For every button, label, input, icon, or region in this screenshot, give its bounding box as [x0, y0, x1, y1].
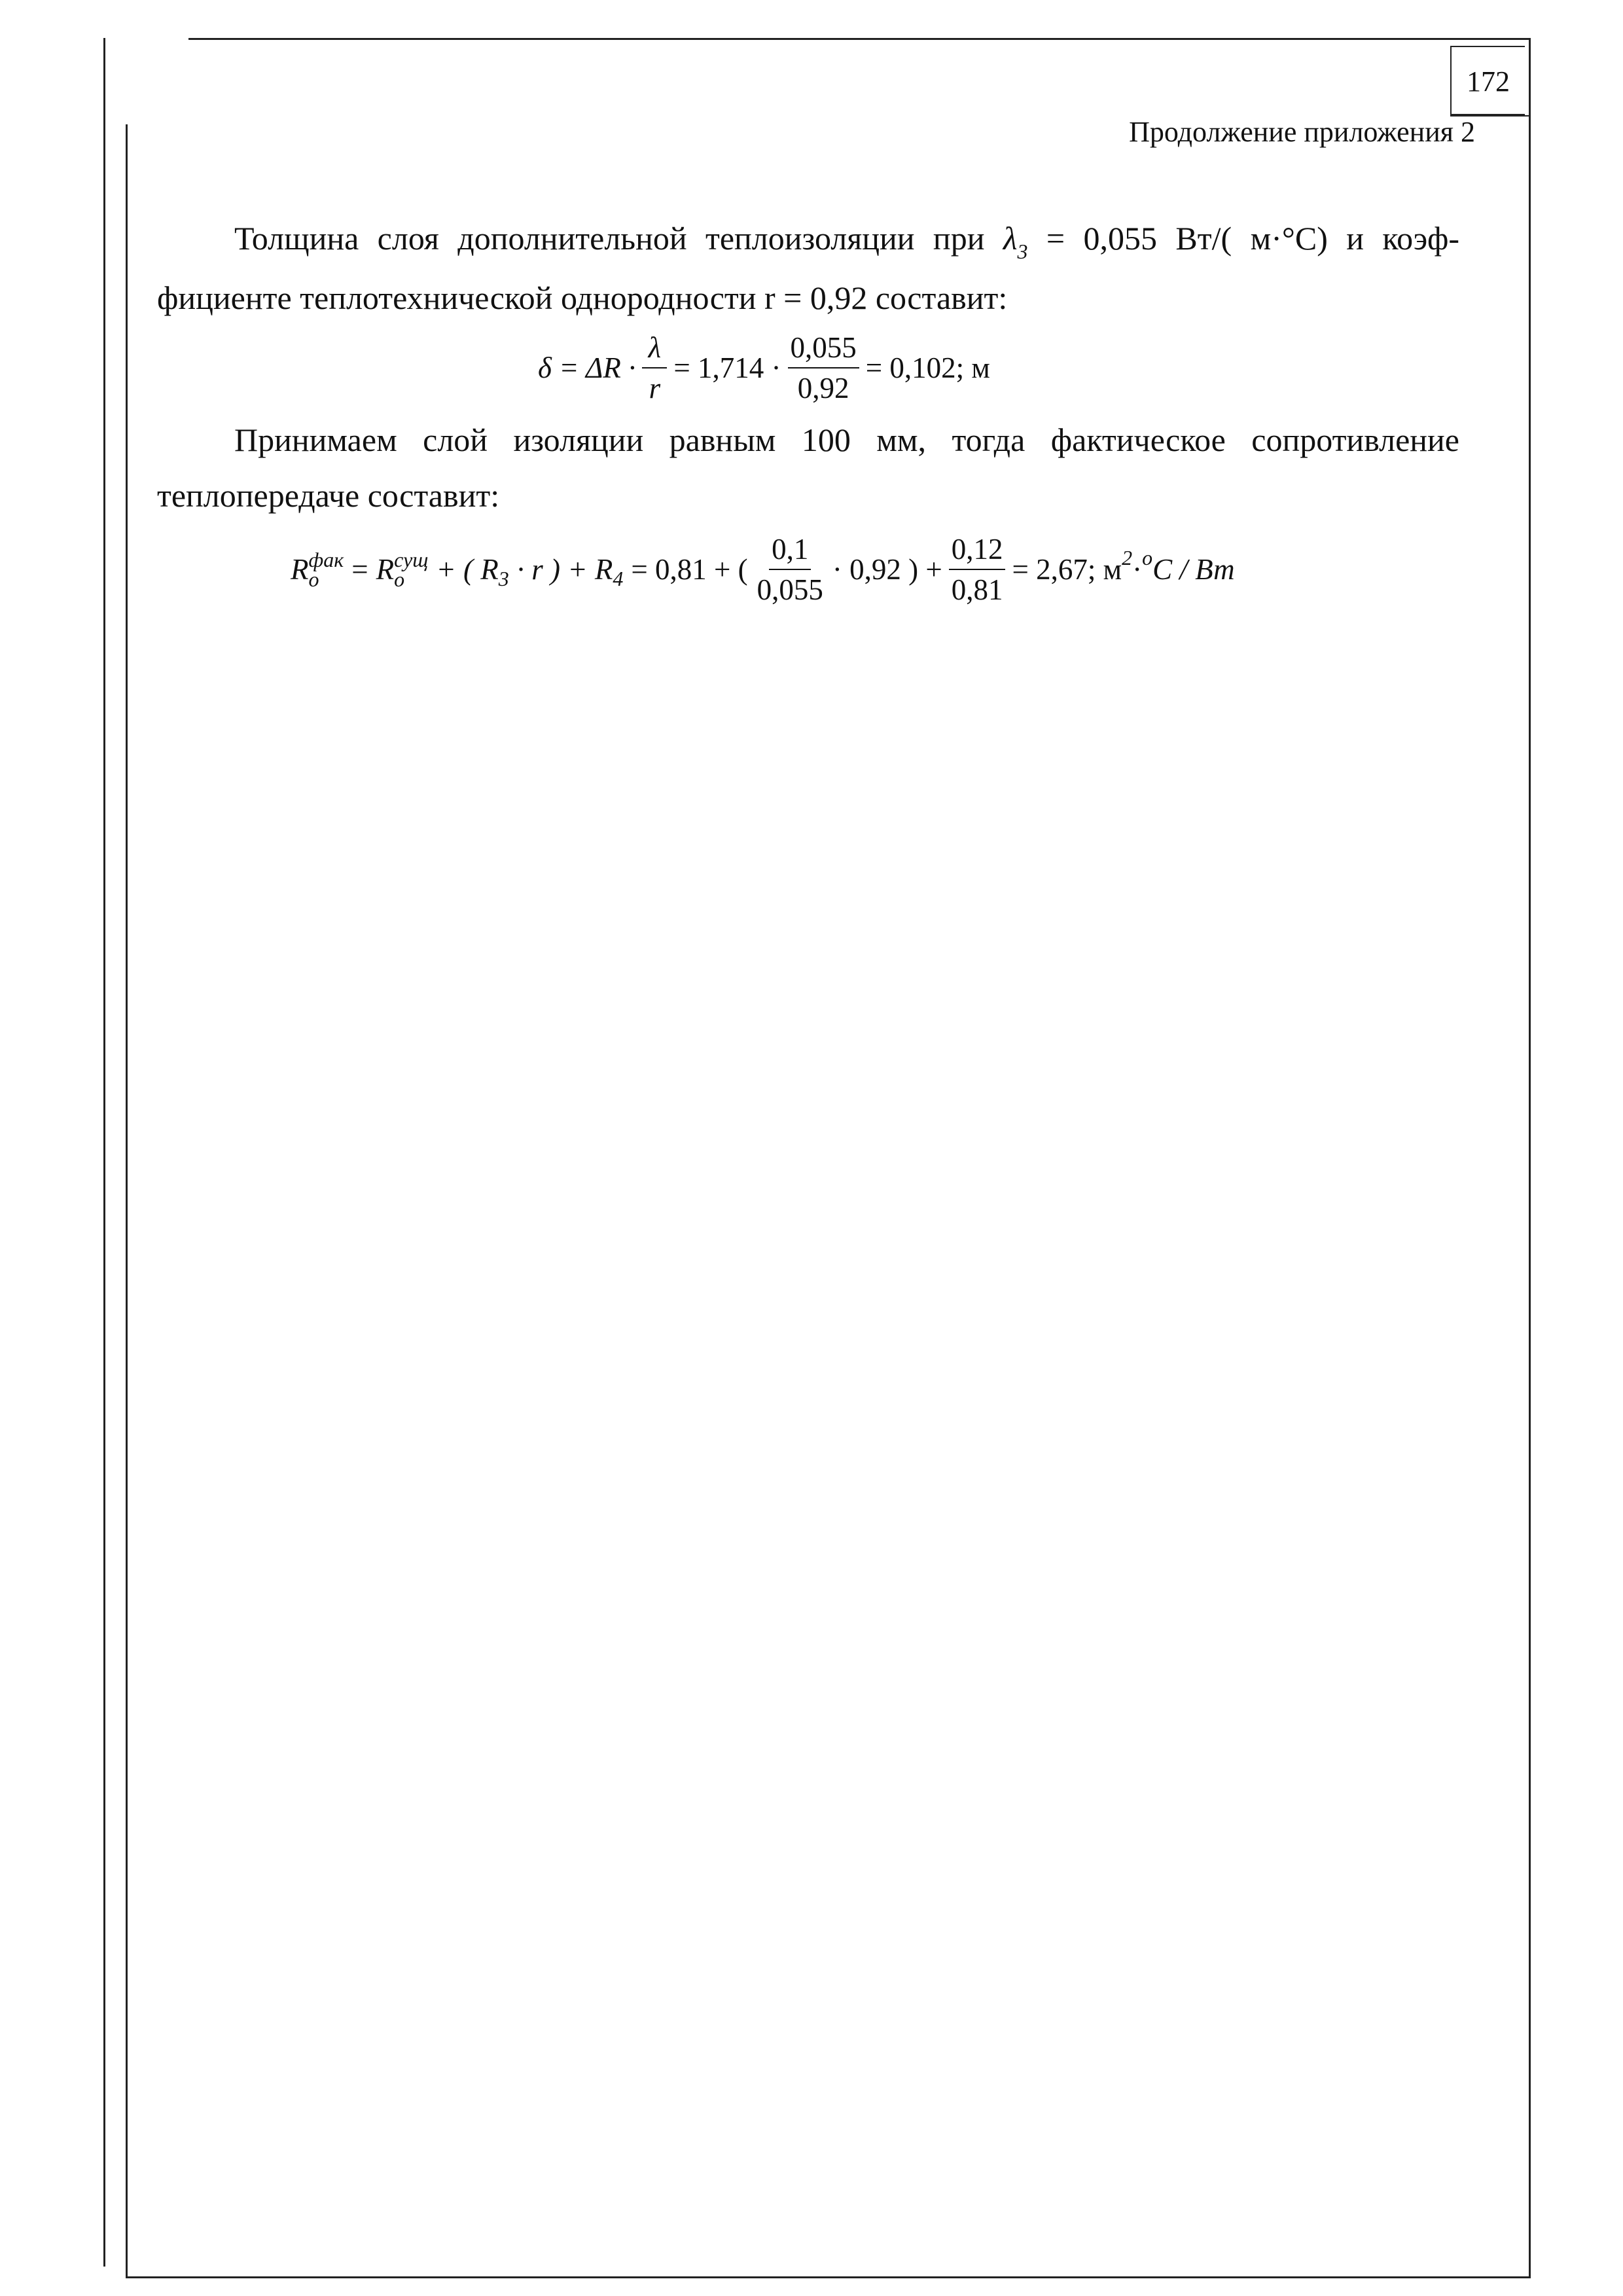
formula2-fraction1 — [755, 532, 826, 607]
formula1-lhs: δ = ΔR · — [538, 351, 636, 384]
page-frame-right — [1529, 38, 1531, 2278]
formula2-r-sush-sup: сущ — [394, 548, 429, 571]
paragraph-insulation-thickness — [157, 211, 1459, 326]
formula2-part1: + ( R — [436, 553, 499, 586]
page-frame-top — [188, 38, 1530, 40]
formula2-part6: · — [1132, 553, 1143, 586]
formula2-r-fak-sup: фак — [308, 548, 344, 571]
formula2-frac1-numerator: 0,1 — [769, 532, 811, 570]
formula2-r-sush-indices — [394, 550, 428, 589]
page-frame-left — [126, 124, 128, 2278]
paragraph1-text-start: Толщина слоя дополнительной теплоизоляции при — [234, 220, 1003, 257]
formula2-m-sup: 2 — [1122, 545, 1133, 569]
formula1-fraction-values — [788, 331, 859, 405]
formula2-fraction2 — [949, 532, 1006, 607]
formula2-r-fak: R — [291, 553, 309, 586]
page-number: 172 — [1450, 46, 1525, 115]
continuation-header: Продолжение приложения 2 — [1129, 116, 1475, 148]
formula2-unit: C / Вт — [1152, 553, 1235, 586]
formula2-part5: = 2,67; м — [1012, 553, 1122, 586]
formula2-r-fak-sub: o — [308, 567, 319, 591]
formula1-result: = 0,102; м — [865, 351, 990, 384]
formula2-frac1-denominator: 0,055 — [757, 573, 823, 606]
formula2-deg-sup: о — [1142, 545, 1153, 569]
formula2-r-sush-sub: o — [394, 567, 405, 591]
paragraph-resistance — [157, 412, 1459, 524]
formula1-frac2-denominator: 0,92 — [797, 372, 849, 404]
formula1-frac-numerator: λ — [642, 331, 667, 368]
formula-thickness — [538, 322, 990, 414]
formula2-r-sush: R — [376, 553, 395, 586]
paragraph1-text-end: = 0,055 Вт/( м·°С) и коэф- фициенте теплотехнической однородности r = 0,92 составит: — [157, 220, 1459, 316]
formula1-frac-denominator: r — [649, 372, 661, 404]
formula1-frac2-numerator: 0,055 — [788, 331, 859, 368]
formula2-part2: · r ) + R — [516, 553, 613, 586]
formula2-r4-sub: 4 — [613, 566, 624, 590]
formula2-part3: = 0,81 + ( — [631, 553, 748, 586]
formula1-fraction-lambda-r — [642, 331, 667, 405]
formula-resistance — [291, 524, 1235, 615]
formula2-r-fak-indices — [309, 550, 344, 589]
formula2-r3-sub: 3 — [498, 566, 509, 590]
formula2-part4: · 0,92 ) + — [832, 553, 942, 586]
formula1-middle: = 1,714 · — [673, 351, 781, 384]
lambda-subscript: 3 — [1017, 240, 1028, 263]
scan-edge-line — [103, 38, 105, 2267]
lambda-symbol: λ — [1003, 220, 1018, 257]
paragraph2-text: Принимаем слой изоляции равным 100 мм, тогда фактическое сопротивление теплопередаче составит: — [157, 422, 1459, 514]
formula2-frac2-numerator: 0,12 — [949, 532, 1006, 570]
page-frame-bottom — [126, 2276, 1531, 2278]
formula2-eq1: = — [351, 553, 368, 586]
formula2-frac2-denominator: 0,81 — [951, 573, 1003, 606]
